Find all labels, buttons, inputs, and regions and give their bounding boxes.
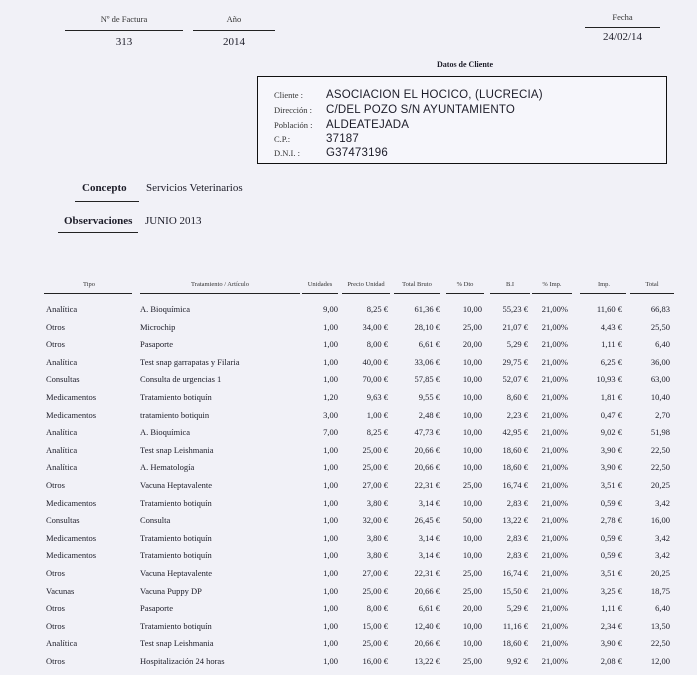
cell-precio-unidad: 25,00 €	[362, 638, 388, 649]
cell-total: 13,50	[650, 620, 670, 631]
client-dni: G37473196	[326, 147, 388, 159]
cell-tipo: Medicamentos	[46, 409, 97, 420]
table-row	[0, 638, 697, 656]
cell-bi: 42,95 €	[502, 427, 528, 438]
cell-precio-unidad: 34,00 €	[362, 321, 388, 332]
cell-unidades: 1,00	[323, 444, 338, 455]
cell-bi: 5,29 €	[506, 603, 528, 614]
cell-precio-unidad: 16,00 €	[362, 656, 388, 666]
cell-imp-pct: 21,00%	[541, 321, 568, 332]
cell-bi: 9,92 €	[506, 656, 528, 666]
cell-precio-unidad: 1,00 €	[366, 409, 388, 420]
cell-tratamiento: Tratamiento botiquín	[140, 550, 212, 561]
cell-unidades: 1,00	[323, 480, 338, 490]
cell-imp-pct: 21,00%	[541, 497, 568, 508]
cell-total-bruto: 3,14 €	[418, 497, 440, 508]
cell-tipo: Otros	[46, 620, 65, 631]
cell-dto: 10,00	[462, 620, 482, 631]
col-header-imp-pct: % Imp.	[542, 281, 562, 288]
table-row	[0, 498, 697, 516]
client-address: C/DEL POZO S/N AYUNTAMIENTO	[326, 104, 516, 116]
divider	[446, 293, 484, 294]
cell-bi: 11,16 €	[502, 620, 528, 631]
table-row	[0, 656, 697, 674]
cell-tipo: Otros	[46, 656, 65, 666]
cell-total: 3,42	[655, 550, 670, 561]
observaciones-value: JUNIO 2013	[145, 215, 202, 227]
cell-imp-pct: 21,00%	[541, 585, 568, 596]
col-header-imp: Imp.	[597, 281, 611, 288]
cell-dto: 10,00	[462, 532, 482, 543]
cell-bi: 21,07 €	[502, 321, 528, 332]
invoice-number: 313	[115, 36, 133, 48]
cell-bi: 18,60 €	[502, 444, 528, 455]
cell-imp: 1,81 €	[600, 392, 622, 402]
cell-total-bruto: 3,14 €	[418, 550, 440, 561]
cell-total: 10,40	[650, 392, 670, 402]
cell-total-bruto: 61,36 €	[414, 304, 440, 314]
cell-dto: 20,00	[462, 603, 482, 614]
cell-tipo: Otros	[46, 568, 65, 578]
cell-bi: 2,23 €	[506, 409, 528, 420]
cell-precio-unidad: 40,00 €	[362, 356, 388, 367]
cell-tipo: Analítica	[46, 356, 78, 367]
divider	[75, 201, 139, 202]
year-label: Año	[226, 14, 242, 24]
table-row	[0, 445, 697, 463]
cell-unidades: 3,00	[323, 409, 338, 420]
cell-imp: 10,93 €	[596, 374, 622, 385]
cell-tipo: Analítica	[46, 304, 78, 314]
cell-tratamiento: Hospitalización 24 horas	[140, 656, 225, 666]
cell-tratamiento: Consulta	[140, 515, 171, 526]
client-label: D.N.I. :	[274, 148, 300, 158]
cell-tipo: Consultas	[46, 374, 80, 385]
cell-precio-unidad: 25,00 €	[362, 585, 388, 596]
cell-total-bruto: 6,61 €	[418, 603, 440, 614]
divider	[580, 293, 626, 294]
col-header-unidades: Unidades	[307, 281, 333, 288]
client-box	[257, 76, 667, 164]
cell-precio-unidad: 27,00 €	[362, 480, 388, 490]
table-row	[0, 427, 697, 445]
cell-total-bruto: 20,66 €	[414, 638, 440, 649]
cell-unidades: 1,20	[323, 392, 338, 402]
cell-imp-pct: 21,00%	[541, 515, 568, 526]
divider	[585, 27, 660, 28]
cell-bi: 18,60 €	[502, 638, 528, 649]
observaciones-label: Observaciones	[64, 215, 133, 227]
cell-dto: 25,00	[462, 321, 482, 332]
cell-tratamiento: Tratamiento botiquín	[140, 497, 212, 508]
cell-imp-pct: 21,00%	[541, 656, 568, 666]
cell-tratamiento: Test snap Leishmania	[140, 638, 214, 649]
cell-imp-pct: 21,00%	[541, 603, 568, 614]
cell-dto: 25,00	[462, 585, 482, 596]
cell-bi: 13,22 €	[502, 515, 528, 526]
cell-imp: 3,25 €	[600, 585, 622, 596]
col-header-bi: B.I	[505, 281, 515, 288]
cell-tratamiento: Test snap garrapatas y Filaria	[140, 356, 240, 367]
cell-tipo: Otros	[46, 321, 65, 332]
cell-total: 20,25	[650, 568, 670, 578]
cell-tratamiento: Tratamiento botiquín	[140, 392, 212, 402]
cell-tipo: Otros	[46, 480, 65, 490]
cell-total-bruto: 20,66 €	[414, 462, 440, 473]
cell-unidades: 1,00	[323, 620, 338, 631]
cell-tratamiento: A. Bioquímica	[140, 427, 191, 438]
table-row	[0, 586, 697, 604]
cell-imp-pct: 21,00%	[541, 568, 568, 578]
table-row	[0, 621, 697, 639]
cell-unidades: 1,00	[323, 356, 338, 367]
cell-precio-unidad: 32,00 €	[362, 515, 388, 526]
cell-bi: 2,83 €	[506, 550, 528, 561]
cell-total: 25,50	[650, 321, 670, 332]
client-section-title: Datos de Cliente	[437, 60, 493, 69]
cell-imp: 3,90 €	[600, 462, 622, 473]
cell-total-bruto: 47,73 €	[414, 427, 440, 438]
cell-imp-pct: 21,00%	[541, 409, 568, 420]
cell-imp-pct: 21,00%	[541, 480, 568, 490]
cell-unidades: 9,00	[323, 304, 338, 314]
cell-dto: 50,00	[462, 515, 482, 526]
cell-imp: 2,78 €	[600, 515, 622, 526]
cell-tipo: Medicamentos	[46, 497, 97, 508]
cell-total: 22,50	[650, 462, 670, 473]
cell-tipo: Vacunas	[46, 585, 75, 596]
cell-dto: 10,00	[462, 427, 482, 438]
cell-imp: 1,11 €	[601, 339, 622, 350]
cell-total: 22,50	[650, 444, 670, 455]
client-label: Cliente :	[274, 90, 304, 100]
cell-imp-pct: 21,00%	[541, 462, 568, 473]
cell-precio-unidad: 3,80 €	[366, 550, 388, 561]
cell-total: 3,42	[655, 497, 670, 508]
cell-imp: 6,25 €	[600, 356, 622, 367]
cell-bi: 52,07 €	[502, 374, 528, 385]
cell-tratamiento: A. Hematología	[140, 462, 195, 473]
cell-imp: 0,59 €	[600, 497, 622, 508]
cell-imp-pct: 21,00%	[541, 392, 568, 402]
cell-precio-unidad: 70,00 €	[362, 374, 388, 385]
divider	[342, 293, 390, 294]
cell-bi: 2,83 €	[506, 532, 528, 543]
cell-total-bruto: 28,10 €	[414, 321, 440, 332]
cell-tratamiento: Test snap Leishmania	[140, 444, 214, 455]
divider	[394, 293, 440, 294]
cell-imp: 3,51 €	[600, 568, 622, 578]
cell-imp-pct: 21,00%	[541, 444, 568, 455]
table-row	[0, 304, 697, 322]
cell-total-bruto: 9,55 €	[418, 392, 440, 402]
cell-unidades: 1,00	[323, 585, 338, 596]
table-row	[0, 603, 697, 621]
table-row	[0, 550, 697, 568]
cell-tratamiento: Vacuna Heptavalente	[140, 480, 212, 490]
table-row	[0, 410, 697, 428]
cell-total: 2,70	[655, 409, 670, 420]
divider	[193, 30, 275, 31]
cell-total-bruto: 22,31 €	[414, 568, 440, 578]
cell-tratamiento: Tratamiento botiquín	[140, 620, 212, 631]
cell-tipo: Analítica	[46, 444, 78, 455]
col-header-precio: Precio Unidad	[347, 281, 385, 288]
cell-bi: 29,75 €	[502, 356, 528, 367]
cell-imp: 0,59 €	[600, 532, 622, 543]
cell-unidades: 1,00	[323, 656, 338, 666]
cell-dto: 10,00	[462, 550, 482, 561]
cell-imp: 3,90 €	[600, 444, 622, 455]
cell-imp-pct: 21,00%	[541, 374, 568, 385]
cell-precio-unidad: 25,00 €	[362, 444, 388, 455]
cell-unidades: 1,00	[323, 339, 338, 350]
client-row-postcode	[274, 133, 359, 145]
cell-imp: 0,47 €	[600, 409, 622, 420]
cell-dto: 10,00	[462, 356, 482, 367]
cell-dto: 10,00	[462, 497, 482, 508]
divider	[302, 293, 338, 294]
divider	[140, 293, 300, 294]
cell-imp: 1,11 €	[601, 603, 622, 614]
cell-bi: 5,29 €	[506, 339, 528, 350]
table-row	[0, 392, 697, 410]
divider	[532, 293, 572, 294]
cell-dto: 10,00	[462, 374, 482, 385]
cell-total: 16,00	[650, 515, 670, 526]
cell-unidades: 1,00	[323, 568, 338, 578]
table-row	[0, 462, 697, 480]
cell-tipo: Analítica	[46, 427, 78, 438]
col-header-bruto: Total Bruto	[402, 281, 432, 288]
cell-tratamiento: Microchip	[140, 321, 176, 332]
client-label: C.P.:	[274, 134, 291, 144]
table-row	[0, 480, 697, 498]
cell-tratamiento: A. Bioquímica	[140, 304, 191, 314]
cell-total: 63,00	[650, 374, 670, 385]
cell-total: 6,40	[655, 339, 670, 350]
cell-tipo: Analítica	[46, 462, 78, 473]
cell-bi: 8,60 €	[506, 392, 528, 402]
client-row-address	[274, 104, 515, 116]
cell-imp-pct: 21,00%	[541, 339, 568, 350]
cell-dto: 25,00	[462, 568, 482, 578]
cell-imp-pct: 21,00%	[541, 356, 568, 367]
cell-unidades: 7,00	[323, 427, 338, 438]
cell-dto: 20,00	[462, 339, 482, 350]
cell-total: 36,00	[650, 356, 670, 367]
cell-tipo: Otros	[46, 339, 65, 350]
client-postcode: 37187	[326, 133, 359, 145]
cell-unidades: 1,00	[323, 532, 338, 543]
cell-imp-pct: 21,00%	[541, 532, 568, 543]
cell-dto: 10,00	[462, 392, 482, 402]
cell-bi: 15,50 €	[502, 585, 528, 596]
cell-unidades: 1,00	[323, 462, 338, 473]
cell-total-bruto: 2,48 €	[418, 409, 440, 420]
cell-total: 6,40	[655, 603, 670, 614]
divider	[630, 293, 674, 294]
client-label: Población :	[274, 120, 313, 130]
cell-imp-pct: 21,00%	[541, 427, 568, 438]
client-row-dni	[274, 147, 388, 159]
cell-precio-unidad: 15,00 €	[362, 620, 388, 631]
cell-bi: 16,74 €	[502, 480, 528, 490]
cell-imp: 3,51 €	[600, 480, 622, 490]
cell-dto: 10,00	[462, 304, 482, 314]
cell-total: 51,98	[650, 427, 670, 438]
divider	[490, 293, 530, 294]
cell-total-bruto: 33,06 €	[414, 356, 440, 367]
cell-total: 12,00	[650, 656, 670, 666]
cell-unidades: 1,00	[323, 497, 338, 508]
cell-imp: 9,02 €	[600, 427, 622, 438]
cell-total: 22,50	[650, 638, 670, 649]
divider	[65, 30, 183, 31]
table-row	[0, 568, 697, 586]
col-header-tratamiento: Tratamiento / Artículo	[191, 281, 249, 288]
cell-imp: 2,08 €	[600, 656, 622, 666]
cell-tipo: Consultas	[46, 515, 80, 526]
table-row	[0, 515, 697, 533]
cell-precio-unidad: 8,25 €	[366, 427, 388, 438]
cell-precio-unidad: 8,00 €	[366, 603, 388, 614]
table-row	[0, 322, 697, 340]
cell-precio-unidad: 8,25 €	[366, 304, 388, 314]
year-value: 2014	[223, 36, 245, 48]
cell-tratamiento: Tratamiento botiquín	[140, 532, 212, 543]
divider	[58, 232, 138, 233]
client-row-town	[274, 119, 409, 131]
cell-dto: 10,00	[462, 409, 482, 420]
cell-total: 3,42	[655, 532, 670, 543]
cell-tipo: Medicamentos	[46, 550, 97, 561]
cell-dto: 25,00	[462, 656, 482, 666]
cell-tratamiento: Pasaporte	[140, 339, 174, 350]
table-row	[0, 374, 697, 392]
cell-tratamiento: Pasaporte	[140, 603, 174, 614]
cell-dto: 10,00	[462, 444, 482, 455]
cell-unidades: 1,00	[323, 321, 338, 332]
cell-precio-unidad: 8,00 €	[366, 339, 388, 350]
cell-bi: 2,83 €	[506, 497, 528, 508]
cell-tipo: Otros	[46, 603, 65, 614]
cell-tratamiento: Consulta de urgencias 1	[140, 374, 222, 385]
table-row	[0, 339, 697, 357]
cell-imp-pct: 21,00%	[541, 550, 568, 561]
cell-unidades: 1,00	[323, 638, 338, 649]
cell-total-bruto: 20,66 €	[414, 444, 440, 455]
cell-precio-unidad: 3,80 €	[366, 497, 388, 508]
client-row-name	[274, 89, 543, 101]
cell-total-bruto: 22,31 €	[414, 480, 440, 490]
cell-precio-unidad: 25,00 €	[362, 462, 388, 473]
col-header-total: Total	[645, 281, 659, 288]
cell-imp-pct: 21,00%	[541, 638, 568, 649]
cell-bi: 55,23 €	[502, 304, 528, 314]
cell-total-bruto: 26,45 €	[414, 515, 440, 526]
cell-imp: 0,59 €	[600, 550, 622, 561]
cell-unidades: 1,00	[323, 550, 338, 561]
col-header-dto: % Dto	[456, 281, 474, 288]
concepto-value: Servicios Veterinarios	[146, 182, 243, 194]
cell-total: 66,83	[650, 304, 670, 314]
cell-tipo: Medicamentos	[46, 532, 97, 543]
cell-total-bruto: 20,66 €	[414, 585, 440, 596]
cell-imp: 4,43 €	[600, 321, 622, 332]
date-label: Fecha	[612, 12, 633, 22]
cell-total-bruto: 3,14 €	[418, 532, 440, 543]
cell-total: 20,25	[650, 480, 670, 490]
client-town: ALDEATEJADA	[326, 119, 410, 131]
cell-dto: 25,00	[462, 480, 482, 490]
cell-imp-pct: 21,00%	[541, 620, 568, 631]
cell-total: 18,75	[650, 585, 670, 596]
cell-total-bruto: 57,85 €	[414, 374, 440, 385]
cell-imp: 3,90 €	[600, 638, 622, 649]
cell-tipo: Medicamentos	[46, 392, 97, 402]
cell-dto: 10,00	[462, 638, 482, 649]
table-row	[0, 357, 697, 375]
cell-precio-unidad: 27,00 €	[362, 568, 388, 578]
divider	[44, 293, 132, 294]
cell-precio-unidad: 3,80 €	[366, 532, 388, 543]
cell-unidades: 1,00	[323, 515, 338, 526]
cell-total-bruto: 6,61 €	[418, 339, 440, 350]
table-row	[0, 533, 697, 551]
cell-total-bruto: 13,22 €	[414, 656, 440, 666]
cell-total-bruto: 12,40 €	[414, 620, 440, 631]
cell-unidades: 1,00	[323, 603, 338, 614]
cell-tratamiento: Vacuna Heptavalente	[140, 568, 212, 578]
cell-dto: 10,00	[462, 462, 482, 473]
cell-imp: 2,34 €	[600, 620, 622, 631]
cell-tratamiento: Vacuna Puppy DP	[140, 585, 202, 596]
cell-precio-unidad: 9,63 €	[366, 392, 388, 402]
cell-tipo: Analítica	[46, 638, 78, 649]
concepto-label: Concepto	[82, 182, 127, 194]
cell-unidades: 1,00	[323, 374, 338, 385]
client-name: ASOCIACION EL HOCICO, (LUCRECIA)	[326, 89, 543, 101]
invoice-number-label: Nº de Factura	[100, 14, 148, 24]
client-label: Dirección :	[274, 105, 312, 115]
cell-tratamiento: tratamiento botiquin	[140, 409, 210, 420]
cell-bi: 16,74 €	[502, 568, 528, 578]
cell-imp-pct: 21,00%	[541, 304, 568, 314]
col-header-tipo: Tipo	[82, 281, 96, 288]
date-value: 24/02/14	[602, 31, 643, 43]
cell-bi: 18,60 €	[502, 462, 528, 473]
cell-imp: 11,60 €	[596, 304, 622, 314]
